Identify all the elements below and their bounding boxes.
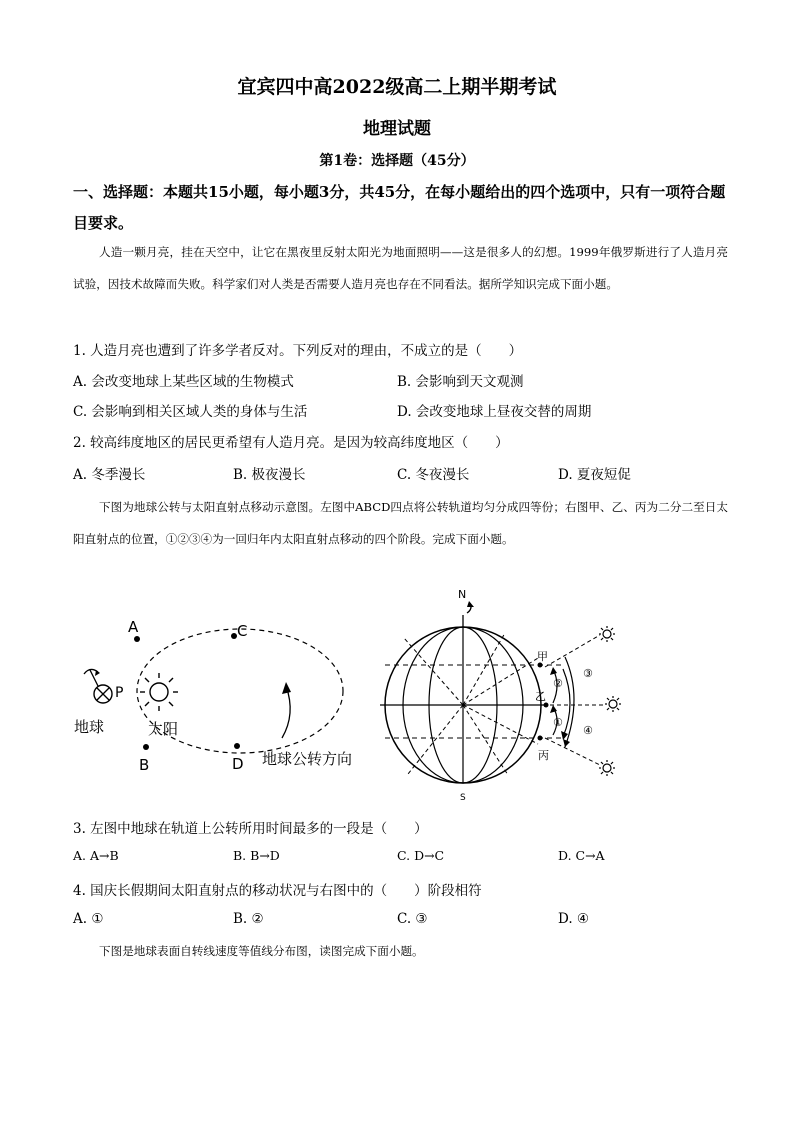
point-jia-dot xyxy=(538,663,543,668)
question-3-stem: 3. 左图中地球在轨道上公转所用时间最多的一段是（ ） xyxy=(73,821,428,837)
label-stage-3: ③ xyxy=(583,667,593,680)
orbit-figure xyxy=(60,600,380,790)
q1-option-c: C. 会影响到相关区域人类的身体与生活 xyxy=(73,404,308,420)
q4-option-a: A. ① xyxy=(73,911,104,927)
sun-icon-middle xyxy=(605,696,621,712)
subject-title: 地理试题 xyxy=(363,119,431,139)
q2-option-b: B. 极夜漫长 xyxy=(233,467,306,483)
volume-heading: 第1卷：选择题（45分） xyxy=(319,153,475,169)
point-a-dot xyxy=(134,636,140,642)
point-bing-dot xyxy=(538,736,543,741)
earth-icon xyxy=(84,669,112,703)
point-yi-dot xyxy=(544,703,549,708)
question-4-stem: 4. 国庆长假期间太阳直射点的移动状况与右图中的（ ）阶段相符 xyxy=(73,883,482,899)
question-2-stem: 2. 较高纬度地区的居民更希望有人造月亮。是因为较高纬度地区（ ） xyxy=(73,435,509,451)
q4-option-b: B. ② xyxy=(233,911,264,927)
q3-option-d: D. C→A xyxy=(558,848,605,863)
passage-2: 下图为地球公转与太阳直射点移动示意图。左图中ABCD四点将公转轨道均匀分成四等份；右图甲、乙、丙为二分二至日太阳直射点的位置，①②③④为一回归年内太阳直射点移动的四个阶段。完成下面小题。 xyxy=(73,500,728,546)
south-label: S xyxy=(460,793,466,803)
q1-option-a: A. 会改变地球上某些区域的生物模式 xyxy=(73,374,294,390)
sun-icon-top xyxy=(599,626,615,642)
label-bing: 丙 xyxy=(538,749,549,762)
exam-title: 宜宾四中高2022级高二上期半期考试 xyxy=(237,76,557,98)
direction-arrow xyxy=(282,686,290,738)
north-label: N xyxy=(458,588,467,601)
q3-option-b: B. B→D xyxy=(233,848,280,863)
point-b-dot xyxy=(143,744,149,750)
q2-option-a: A. 冬季漫长 xyxy=(73,467,146,483)
sun-label: 太阳 xyxy=(148,720,179,738)
label-stage-1: ① xyxy=(553,716,563,729)
passage-3: 下图是地球表面自转线速度等值线分布图，读图完成下面小题。 xyxy=(99,944,424,958)
label-b: B xyxy=(139,756,150,774)
sun-icon-left xyxy=(140,673,178,711)
sun-icon-bottom xyxy=(599,760,615,776)
label-stage-4: ④ xyxy=(583,724,593,737)
label-jia: 甲 xyxy=(537,650,548,663)
label-p: P xyxy=(115,685,124,701)
label-stage-2: ② xyxy=(553,677,563,690)
q4-option-c: C. ③ xyxy=(397,911,428,927)
label-a: A xyxy=(128,618,139,636)
q2-option-d: D. 夏夜短促 xyxy=(558,467,631,483)
q3-option-a: A. A→B xyxy=(73,848,119,863)
section-heading: 一、选择题：本题共15小题，每小题3分，共45分，在每小题给出的四个选项中，只有一项符合题目要求。 xyxy=(73,183,726,232)
point-d-dot xyxy=(234,743,240,749)
q1-option-d: D. 会改变地球上昼夜交替的周期 xyxy=(397,404,592,420)
q2-option-c: C. 冬夜漫长 xyxy=(397,467,470,483)
globe-figure xyxy=(375,585,635,807)
q3-option-c: C. D→C xyxy=(397,848,445,863)
q4-option-d: D. ④ xyxy=(558,911,590,927)
q1-option-b: B. 会影响到天文观测 xyxy=(397,374,524,390)
label-yi: 乙 xyxy=(535,690,546,703)
label-d: D xyxy=(232,755,244,773)
question-1-stem: 1. 人造月亮也遭到了许多学者反对。下列反对的理由，不成立的是（ ） xyxy=(73,343,523,359)
direction-arrowhead xyxy=(282,682,291,694)
passage-1: 人造一颗月亮，挂在天空中，让它在黑夜里反射太阳光为地面照明——这是很多人的幻想。1999年俄罗斯进行了人造月亮试验，因技术故障而失败。科学家们对人类是否需要人造月亮也存在不同看法。据所学知识完成下面小题。 xyxy=(73,245,728,291)
earth-label: 地球 xyxy=(74,718,105,736)
direction-label: 地球公转方向 xyxy=(262,750,353,768)
label-c: C xyxy=(237,622,248,640)
